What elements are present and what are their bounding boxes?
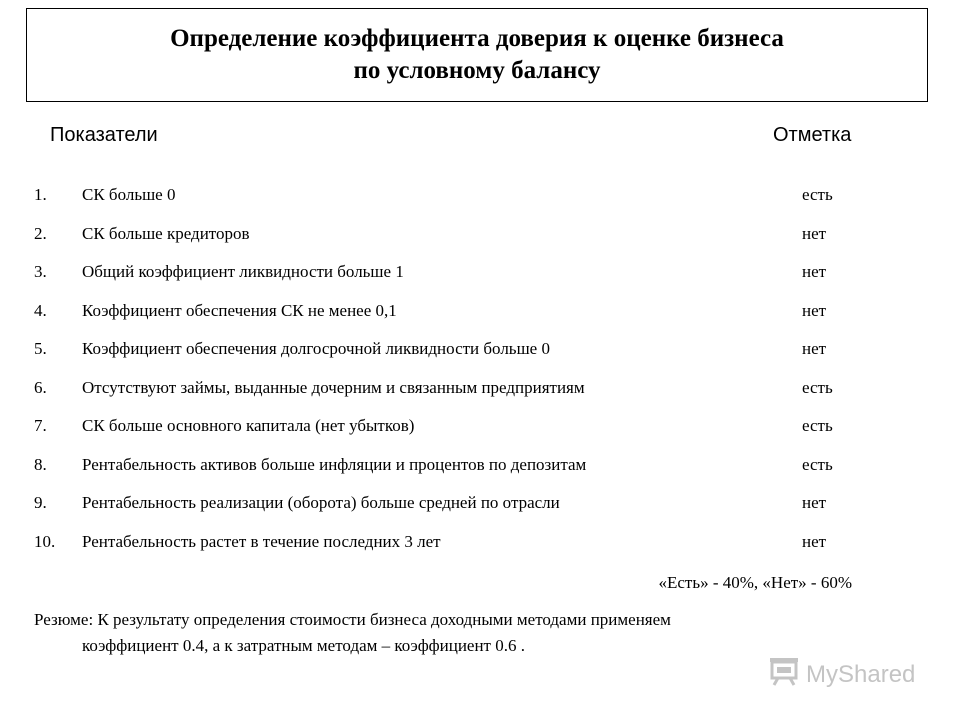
item-number: 10. <box>34 531 56 551</box>
summary <box>34 607 671 659</box>
item-text: СК больше основного капитала (нет убытков) <box>82 416 415 435</box>
item-number: 9. <box>34 493 47 512</box>
list-item <box>0 490 960 516</box>
item-number: 6. <box>34 377 47 397</box>
item-text: Рентабельность активов больше инфляции и процентов по депозитам <box>82 454 587 474</box>
item-number: 4. <box>34 300 47 320</box>
watermark-text: MyShared <box>806 660 916 688</box>
item-text: СК больше 0 <box>82 185 176 204</box>
item-mark: есть <box>802 454 833 474</box>
list-item <box>0 298 960 324</box>
projector-screen-icon <box>768 656 800 693</box>
item-text: Коэффициент обеспечения долгосрочной ликвидности больше 0 <box>82 339 550 358</box>
item-text: Отсутствуют займы, выданные дочерним и связанным предприятиям <box>82 377 585 397</box>
summary-line-1: Резюме: К результату определения стоимости бизнеса доходными методами применяем <box>34 610 671 629</box>
item-mark: есть <box>802 185 833 204</box>
item-text: Коэффициент обеспечения СК не менее 0,1 <box>82 300 397 320</box>
list-item <box>0 452 960 478</box>
title-line-1: Определение коэффициента доверия к оценке бизнеса <box>170 25 784 52</box>
item-mark: есть <box>802 416 833 435</box>
list-item <box>0 413 960 439</box>
item-number: 5. <box>34 339 47 358</box>
watermark-logo <box>768 656 915 693</box>
item-number: 2. <box>34 223 47 243</box>
item-mark: нет <box>802 300 827 320</box>
item-mark: нет <box>802 262 827 281</box>
title-line-2: по условному балансу <box>353 57 601 84</box>
list-item <box>0 182 960 208</box>
header-indicators: Показатели <box>50 124 158 146</box>
item-number: 8. <box>34 454 47 474</box>
list-item <box>0 259 960 285</box>
item-mark: нет <box>802 223 827 243</box>
summary-line-2: коэффициент 0.4, а к затратным методам – коэффициент 0.6 . <box>82 636 525 655</box>
title-box <box>26 8 928 102</box>
list-item <box>0 221 960 247</box>
item-number: 7. <box>34 416 47 435</box>
item-text: Рентабельность реализации (оборота) больше средней по отрасли <box>82 493 560 512</box>
item-number: 3. <box>34 262 47 281</box>
item-mark: есть <box>802 377 833 397</box>
item-mark: нет <box>802 339 827 358</box>
list-item <box>0 375 960 401</box>
item-mark: нет <box>802 493 827 512</box>
item-text: СК больше кредиторов <box>82 223 250 243</box>
list-item <box>0 529 960 555</box>
item-text: Рентабельность растет в течение последних 3 лет <box>82 531 441 551</box>
list-item <box>0 336 960 362</box>
header-mark: Отметка <box>773 124 852 146</box>
ratio-line: «Есть» - 40%, «Нет» - 60% <box>658 573 852 592</box>
item-text: Общий коэффициент ликвидности больше 1 <box>82 262 404 281</box>
item-number: 1. <box>34 185 47 204</box>
item-mark: нет <box>802 531 827 551</box>
